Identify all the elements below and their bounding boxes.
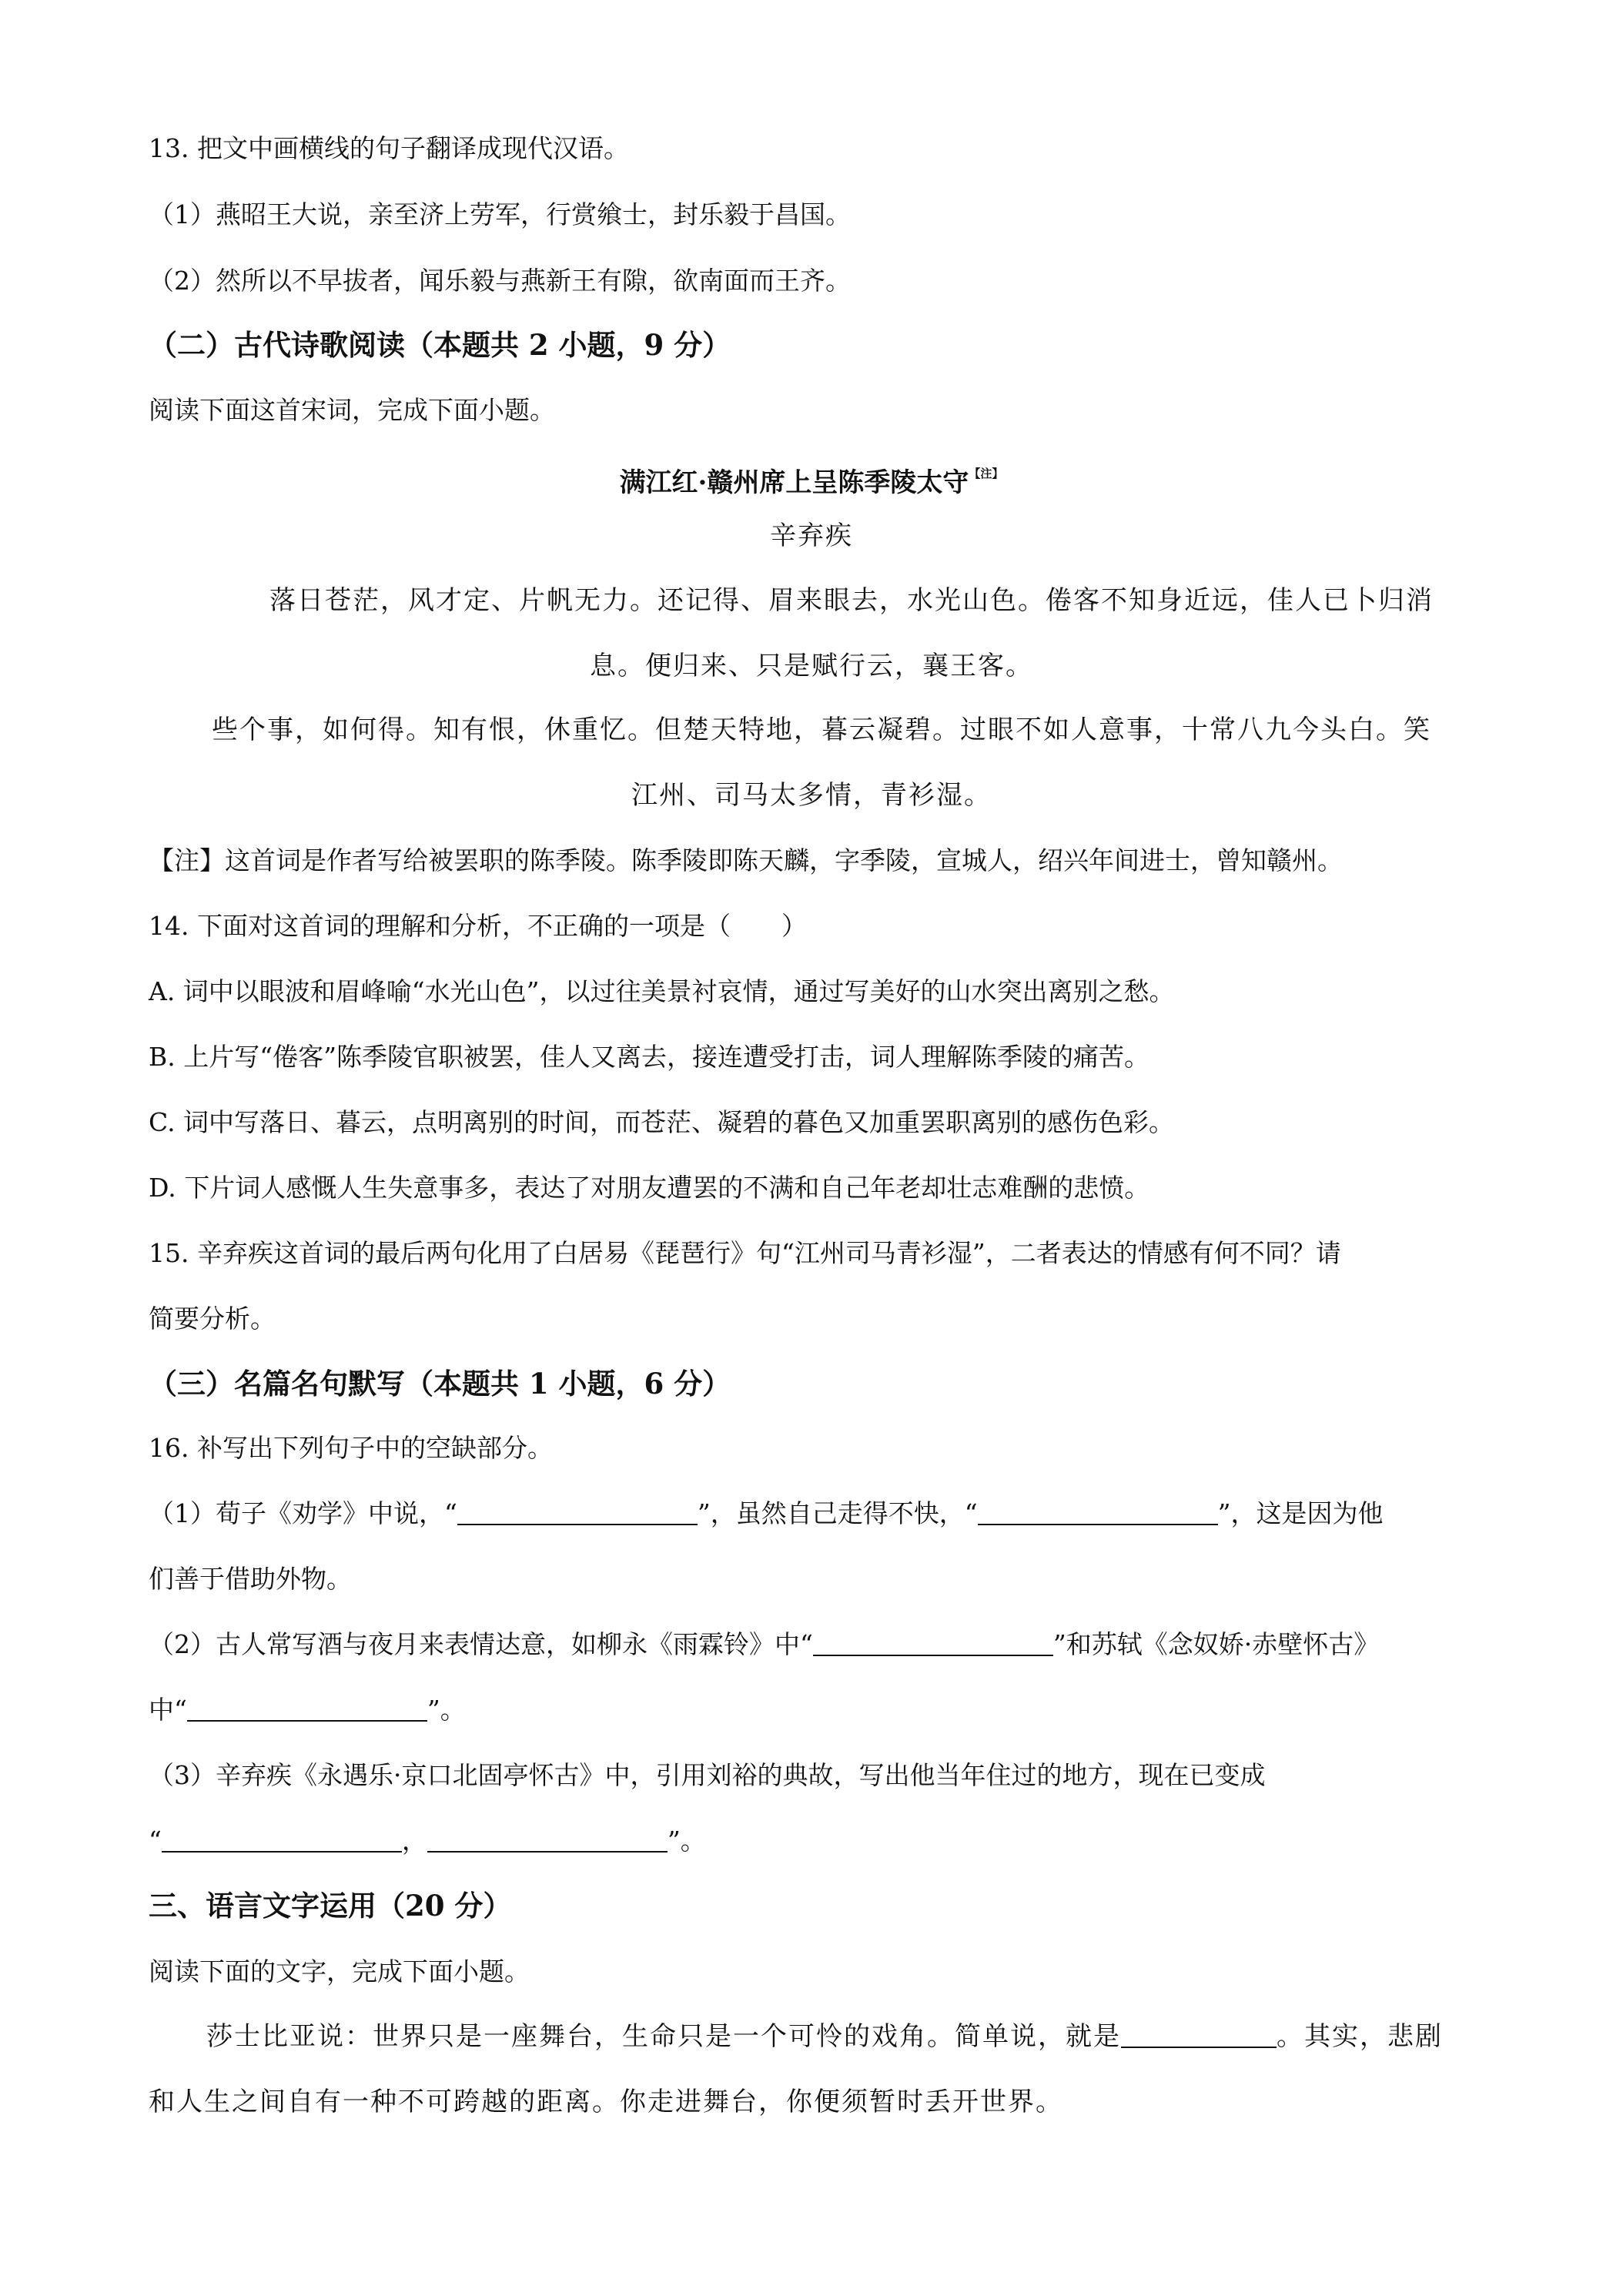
q16-stem: 16. 补写出下列句子中的空缺部分。 [149,1433,553,1463]
q14-option-b: B. 上片写“倦客”陈季陵官职被罢，佳人又离去，接连遭受打击，词人理解陈季陵的痛苦。 [149,1042,1149,1072]
fill-blank[interactable] [813,1628,1053,1656]
q16-p3-text-c: ， [401,1826,427,1856]
q16-part-3-line-2 [149,1823,1492,1859]
q16-part-1-line-1 [149,1496,1492,1531]
poem-line-3: 些个事，如何得。知有恨，休重忆。但楚天特地，暮云凝碧。过眼不如人意事，十常八九今头白。笑 [212,715,1431,745]
fill-blank[interactable] [978,1498,1218,1525]
q16-p2-text-c: 中“ [149,1695,187,1725]
section-heading-recitation: （三）名篇名句默写（本题共 1 小题，6 分） [149,1367,731,1401]
fill-blank[interactable] [162,1825,402,1853]
part3-passage-line-1 [206,2019,1443,2054]
q16-part-2-line-1 [149,1627,1492,1662]
fill-blank[interactable] [457,1498,698,1525]
part3-intro: 阅读下面的文字，完成下面小题。 [149,1956,530,1986]
q16-p3-text-d: ”。 [667,1826,706,1856]
part-heading-language-use: 三、语言文字运用（20 分） [149,1889,512,1923]
fill-blank[interactable] [1121,2020,1277,2048]
q14-option-d: D. 下片词人感慨人生失意事多，表达了对朋友遭罢的不满和自己年老却壮志难酬的悲愤。 [149,1173,1150,1203]
q16-p1-text-a: （1）荀子《劝学》中说，“ [149,1498,457,1528]
poem-line-2: 息。便归来、只是赋行云，襄王客。 [590,651,1033,681]
q16-p1-text-c: ”，这是因为他 [1217,1498,1384,1528]
poem-line-1: 落日苍茫，风才定、片帆无力。还记得、眉来眼去，水光山色。倦客不知身近远，佳人已卜归消 [269,585,1434,616]
q14-stem: 14. 下面对这首词的理解和分析，不正确的一项是（ ） [149,911,807,941]
fill-blank[interactable] [427,1825,668,1853]
poem-note-mark: 【注】 [969,467,1004,480]
poetry-intro: 阅读下面这首宋词，完成下面小题。 [149,395,555,425]
q15-line-2: 简要分析。 [149,1304,276,1334]
q16-part-2-line-2 [149,1692,1492,1728]
q13-stem: 13. 把文中画横线的句子翻译成现代汉语。 [149,133,629,163]
q16-p2-text-a: （2）古人常写酒与夜月来表情达意，如柳永《雨霖铃》中“ [149,1629,813,1659]
passage-text-a: 莎士比亚说：世界只是一座舞台，生命只是一个可怜的戏角。简单说，就是 [206,2021,1121,2052]
passage-text-b: 。其实，悲剧 [1277,2021,1443,2052]
fill-blank[interactable] [187,1694,427,1722]
q16-p3-text-b: “ [149,1826,162,1856]
q16-part-1-line-2: 们善于借助外物。 [149,1564,352,1594]
q13-sentence-1: （1）燕昭王大说，亲至济上劳军，行赏飨士，封乐毅于昌国。 [149,199,851,229]
q16-p1-text-b: ”，虽然自己走得不快，“ [697,1498,978,1528]
q16-p2-text-d: ”。 [427,1695,466,1725]
q15-line-1: 15. 辛弃疾这首词的最后两句化用了白居易《琵琶行》句“江州司马青衫湿”，二者表达的情感有何不同？请 [149,1238,1341,1268]
q16-part-3-line-1: （3）辛弃疾《永遇乐·京口北固亭怀古》中，引用刘裕的典故，写出他当年住过的地方，现在已变成 [149,1760,1266,1790]
q13-sentence-2: （2）然所以不早拔者，闻乐毅与燕新王有隙，欲南面而王齐。 [149,266,851,296]
q14-option-a: A. 词中以眼波和眉峰喻“水光山色”，以过往美景衬哀情，通过写美好的山水突出离别之愁。 [149,976,1175,1006]
q14-option-c: C. 词中写落日、暮云，点明离别的时间，而苍茫、凝碧的暮色又加重罢职离别的感伤色彩。 [149,1107,1175,1137]
poem-title [0,456,1623,500]
poem-line-4: 江州、司马太多情，青衫湿。 [631,780,992,811]
section-heading-poetry: （二）古代诗歌阅读（本题共 2 小题，9 分） [149,328,731,362]
q16-p2-text-b: ”和苏轼《念奴娇·赤壁怀古》 [1052,1629,1380,1659]
poem-author: 辛弃疾 [770,520,853,551]
part3-passage-line-2: 和人生之间自有一种不可跨越的距离。你走进舞台，你便须暂时丢开世界。 [149,2087,1063,2117]
poem-title-text: 满江红·赣州席上呈陈季陵太守 [619,467,969,498]
poem-footnote: 【注】这首词是作者写给被罢职的陈季陵。陈季陵即陈天麟，字季陵，宣城人，绍兴年间进士，曾知赣州。 [149,845,1343,875]
